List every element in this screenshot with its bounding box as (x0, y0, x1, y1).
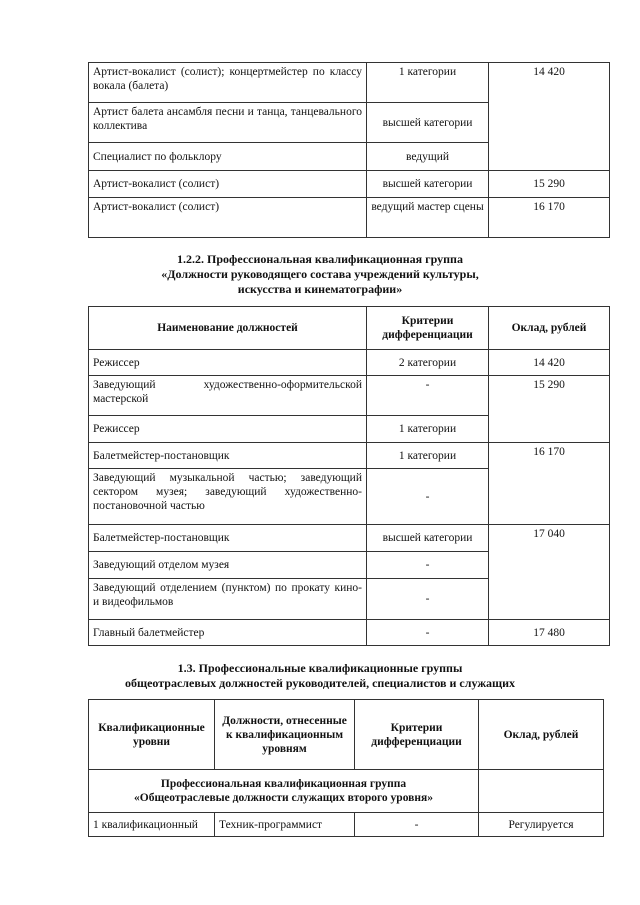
salary: 17 480 (489, 620, 610, 646)
table-row (89, 63, 610, 103)
position-name: Режиссер (89, 350, 367, 376)
heading-line: 1.2.2. Профессиональная квалификационная группа (177, 252, 463, 266)
table-row (89, 525, 610, 552)
criteria: высшей категории (367, 525, 489, 552)
table-row (89, 350, 610, 376)
criteria: ведущий мастер сцены (367, 198, 489, 238)
criteria: - (367, 376, 489, 416)
criteria: высшей категории (367, 103, 489, 143)
criteria: - (355, 813, 479, 837)
header-salary: Оклад, рублей (479, 700, 604, 770)
group-title-line: Профессиональная квалификационная группа (160, 778, 407, 790)
group-salary-cell (479, 770, 604, 813)
group-title (89, 770, 479, 813)
criteria: 1 категории (367, 416, 489, 443)
table-1 (88, 62, 610, 238)
table-row (89, 443, 610, 469)
criteria: - (367, 620, 489, 646)
group-row (89, 770, 604, 813)
salary: 16 170 (489, 198, 610, 238)
position-name: Артист-вокалист (солист); концертмейстер по классу вокала (балета) (89, 63, 367, 103)
position-name: Артист-вокалист (солист) (89, 171, 367, 198)
header-salary: Оклад, рублей (489, 307, 610, 350)
table-header-row (89, 307, 610, 350)
table-row (89, 171, 610, 198)
heading-line: «Должности руководящего состава учреждений культуры, (161, 267, 479, 281)
table-row (89, 198, 610, 238)
section-heading-1-2-2 (0, 252, 640, 297)
table-2 (88, 306, 610, 646)
salary: 14 420 (489, 63, 610, 171)
qualification-level: 1 квалификационный (89, 813, 215, 837)
position-name: Специалист по фольклору (89, 143, 367, 171)
criteria: - (367, 579, 489, 620)
salary: Регулируется (479, 813, 604, 837)
header-level: Квалификационные уровни (89, 700, 215, 770)
heading-line: общеотраслевых должностей руководителей, специалистов и служащих (124, 676, 516, 690)
criteria: высшей категории (367, 171, 489, 198)
position-name: Балетмейстер-постановщик (89, 525, 367, 552)
criteria: 2 категории (367, 350, 489, 376)
table-header-row (89, 700, 604, 770)
salary: 17 040 (489, 525, 610, 620)
criteria: - (367, 552, 489, 579)
salary: 15 290 (489, 171, 610, 198)
position-name: Техник-программист (215, 813, 355, 837)
position-name: Артист-вокалист (солист) (89, 198, 367, 238)
group-title-line: «Общеотраслевые должности служащих второго уровня» (134, 792, 433, 804)
table-3 (88, 699, 604, 837)
criteria: 1 категории (367, 443, 489, 469)
header-criteria: Критерии дифференциации (355, 700, 479, 770)
header-positions: Должности, отнесенные к квалификационным уровням (215, 700, 355, 770)
criteria: - (367, 469, 489, 525)
header-name: Наименование должностей (89, 307, 367, 350)
position-name: Заведующий художественно-оформительской мастерской (89, 376, 367, 416)
position-name: Балетмейстер-постановщик (89, 443, 367, 469)
position-name: Главный балетмейстер (89, 620, 367, 646)
salary: 14 420 (489, 350, 610, 376)
table-row (89, 620, 610, 646)
heading-line: искусства и кинематографии» (237, 282, 403, 296)
criteria: 1 категории (367, 63, 489, 103)
position-name: Заведующий отделением (пунктом) по прокату кино- и видеофильмов (89, 579, 367, 620)
salary: 15 290 (489, 376, 610, 443)
table-row (89, 376, 610, 416)
position-name: Артист балета ансамбля песни и танца, танцевального коллектива (89, 103, 367, 143)
position-name: Заведующий отделом музея (89, 552, 367, 579)
section-heading-1-3 (0, 661, 640, 691)
salary: 16 170 (489, 443, 610, 525)
criteria: ведущий (367, 143, 489, 171)
heading-line: 1.3. Профессиональные квалификационные группы (177, 661, 463, 675)
table-row (89, 813, 604, 837)
header-criteria: Критерии дифференциации (367, 307, 489, 350)
position-name: Режиссер (89, 416, 367, 443)
position-name: Заведующий музыкальной частью; заведующий сектором музея; заведующий художественно-постановочной частью (89, 469, 367, 525)
